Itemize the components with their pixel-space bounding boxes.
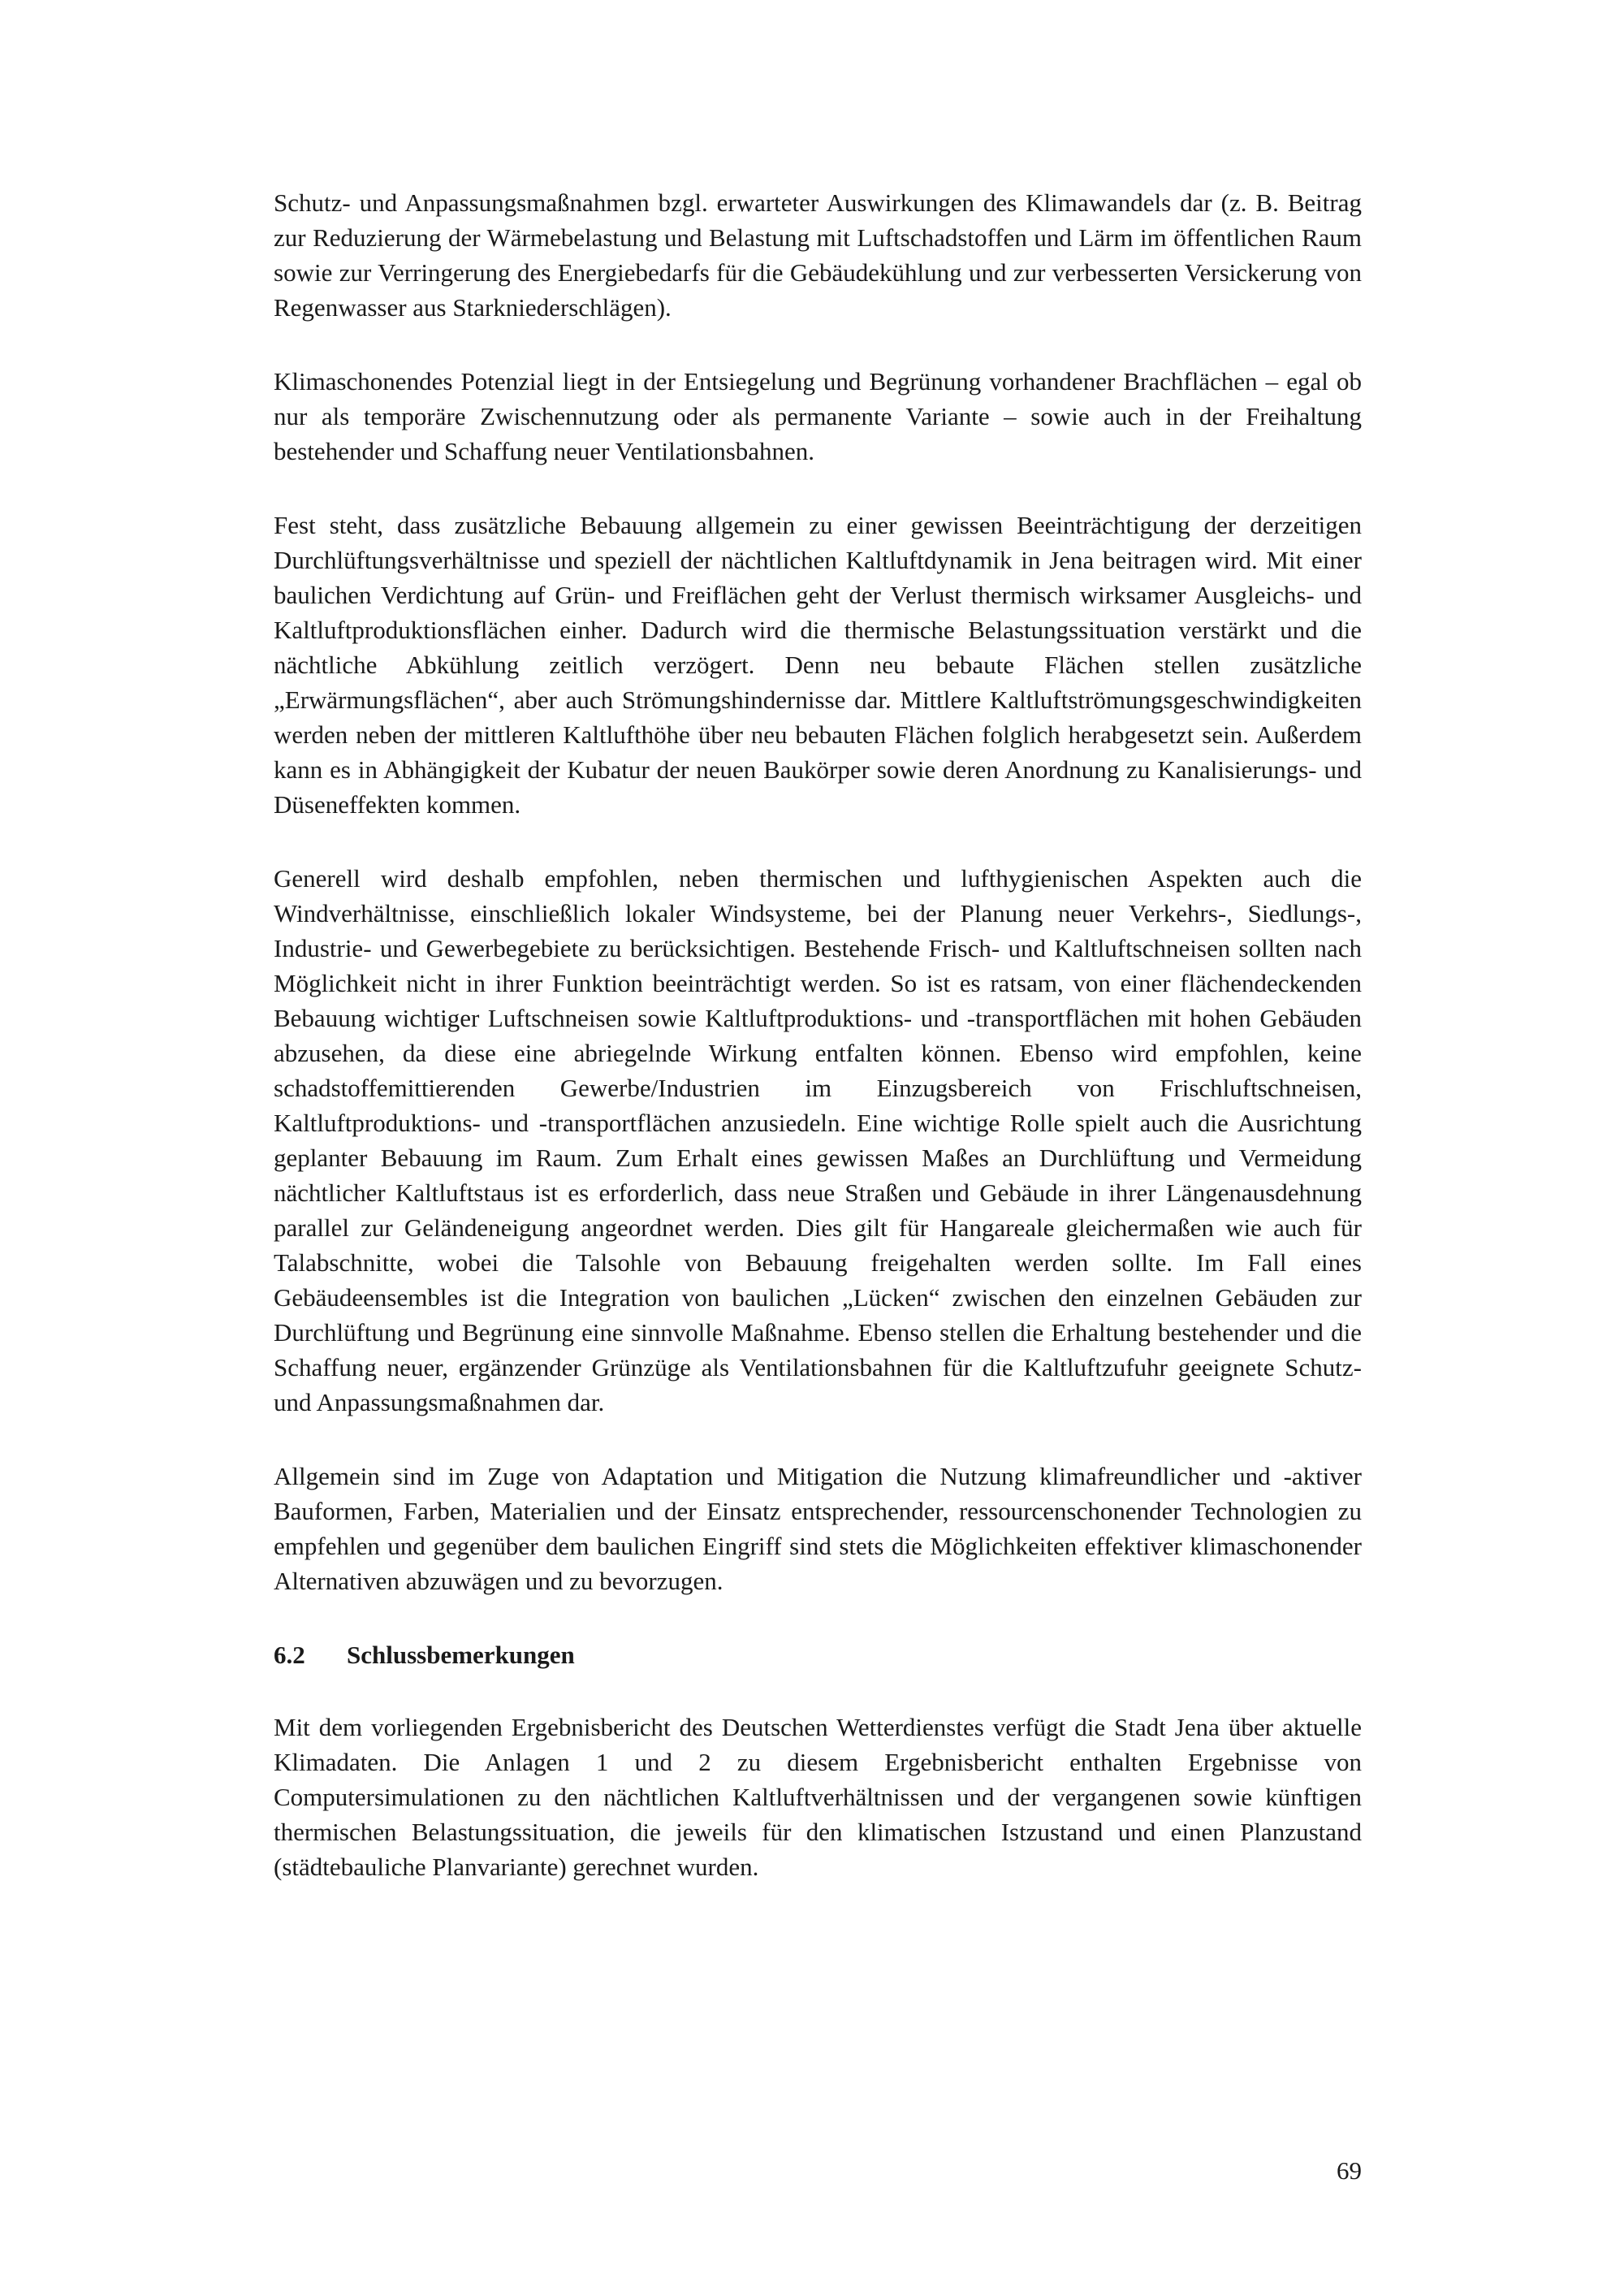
page-content — [274, 185, 1362, 1923]
paragraph: Fest steht, dass zusätzliche Bebauung allgemein zu einer gewissen Beeinträchtigung der derzeitigen Durchlüftungsverhältnisse und speziell der nächtlichen Kaltluftdynamik in Jena beitragen wird. Mit einer baulichen Verdichtung auf Grün- und Freiflächen geht der Verlust thermisch wirksamer Ausgleichs- und Kaltluftproduktionsflächen einher. Dadurch wird die thermische Belastungssituation verstärkt und die nächtliche Abkühlung zeitlich verzögert. Denn neu bebaute Flächen stellen zusätzliche „Erwärmungsflächen“, aber auch Strömungshindernisse dar. Mittlere Kaltluftströmungsgeschwindigkeiten werden neben der mittleren Kaltlufthöhe über neu bebauten Flächen folglich herabgesetzt sein. Außerdem kann es in Abhängigkeit der Kubatur der neuen Baukörper sowie deren Anordnung zu Kanalisierungs- und Düseneffekten kommen. — [274, 511, 1362, 819]
paragraph: Klimaschonendes Potenzial liegt in der Entsiegelung und Begrünung vorhandener Brachflächen – egal ob nur als temporäre Zwischennutzung oder als permanente Variante – sowie auch in der Freihaltung bestehender und Schaffung neuer Ventilationsbahnen. — [274, 367, 1362, 465]
paragraph: Generell wird deshalb empfohlen, neben thermischen und lufthygienischen Aspekten auch die Windverhältnisse, einschließlich lokaler Windsysteme, bei der Planung neuer Verkehrs-, Siedlungs-, Industrie- und Gewerbegebiete zu berücksichtigen. Bestehende Frisch- und Kaltluftschneisen sollten nach Möglichkeit nicht in ihrer Funktion beeinträchtigt werden. So ist es ratsam, von einer flächendeckenden Bebauung wichtiger Luftschneisen sowie Kaltluftproduktions- und -transportflächen mit hohen Gebäuden abzusehen, da diese eine abriegelnde Wirkung entfalten können. Ebenso wird empfohlen, keine schadstoffemittierenden Gewerbe/Industrien im Einzugsbereich von Frischluftschneisen, Kaltluftproduktions- und -transportflächen anzusiedeln. Eine wichtige Rolle spielt auch die Ausrichtung geplanter Bebauung im Raum. Zum Erhalt eines gewissen Maßes an Durchlüftung und Vermeidung nächtlicher Kaltluftstaus ist es erforderlich, dass neue Straßen und Gebäude in ihrer Längenausdehnung parallel zur Geländeneigung angeordnet werden. Dies gilt für Hangareale gleichermaßen wie auch für Talabschnitte, wobei die Talsohle von Bebauung freigehalten werden sollte. Im Fall eines Gebäudeensembles ist die Integration von baulichen „Lücken“ zwischen den einzelnen Gebäuden zur Durchlüftung und Begrünung eine sinnvolle Maßnahme. Ebenso stellen die Erhaltung bestehender und die Schaffung neuer, ergänzender Grünzüge als Ventilationsbahnen für die Kaltluftzufuhr geeignete Schutz- und Anpassungsmaßnahmen dar. — [274, 864, 1362, 1416]
paragraph: Allgemein sind im Zuge von Adaptation und Mitigation die Nutzung klimafreundlicher und -aktiver Bauformen, Farben, Materialien und der Einsatz entsprechender, ressourcenschonender Technologien zu empfehlen und gegenüber dem baulichen Eingriff sind stets die Möglichkeiten effektiver klimaschonender Alternativen abzuwägen und zu bevorzugen. — [274, 1462, 1362, 1595]
section-heading — [274, 1637, 1362, 1672]
paragraph: Mit dem vorliegenden Ergebnisbericht des Deutschen Wetterdienstes verfügt die Stadt Jena über aktuelle Klimadaten. Die Anlagen 1 und 2 zu diesem Ergebnisbericht enthalten Ergebnisse von Computersimulationen zu den nächtlichen Kaltluftverhältnissen und der vergangenen sowie künftigen thermischen Belastungssituation, die jeweils für den klimatischen Istzustand und einen Planzustand (städtebauliche Planvariante) gerechnet wurden. — [274, 1713, 1362, 1881]
section-title: Schlussbemerkungen — [347, 1641, 575, 1669]
page-number: 69 — [1337, 2156, 1362, 2185]
section-number: 6.2 — [274, 1641, 305, 1669]
paragraph: Schutz- und Anpassungsmaßnahmen bzgl. erwarteter Auswirkungen des Klimawandels dar (z. B. Beitrag zur Reduzierung der Wärmebelastung und Belastung mit Luftschadstoffen und Lärm im öffentlichen Raum sowie zur Verringerung des Energiebedarfs für die Gebäudekühlung und zur verbesserten Versickerung von Regenwasser aus Starkniederschlägen). — [274, 188, 1362, 322]
